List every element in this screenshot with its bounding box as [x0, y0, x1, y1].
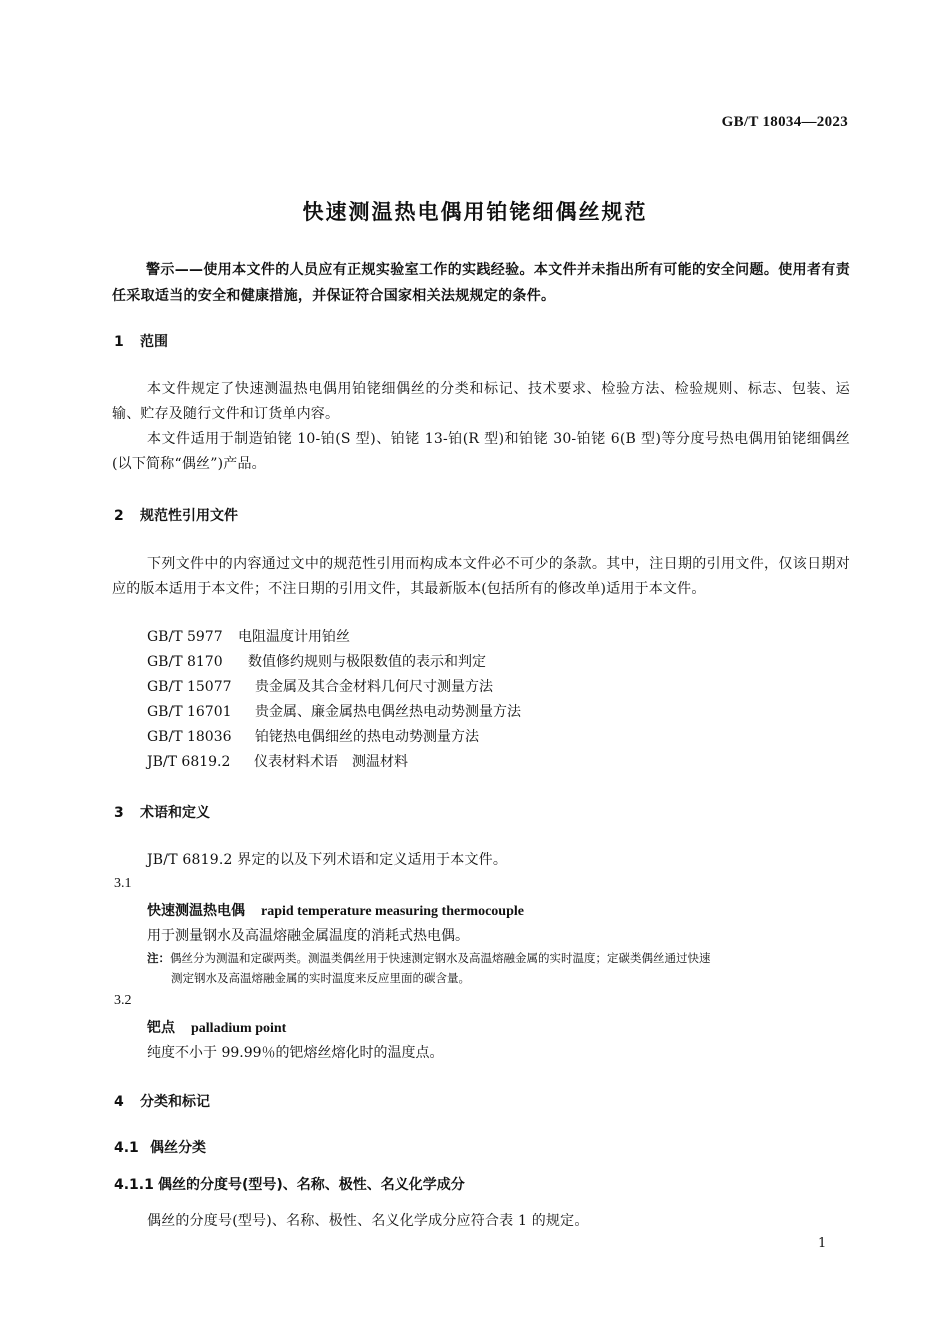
section-3-heading — [114, 802, 210, 822]
section-4-heading — [114, 1091, 210, 1111]
term-entry — [147, 900, 524, 920]
subsection-4-1-heading — [114, 1137, 206, 1157]
section-number: 4.1 — [114, 1140, 139, 1156]
section-title: 范围 — [140, 334, 168, 350]
note-text-line-1: 偶丝分为测温和定碳两类。测温类偶丝用于快速测定钢水及高温熔融金属的实时温度；定碳类偶丝通过快速 — [170, 951, 711, 965]
term-english: palladium point — [191, 1021, 287, 1036]
term-definition: 纯度不小于 99.99％的钯熔丝熔化时的温度点。 — [147, 1045, 444, 1061]
reference-code: JB/T 6819.2 — [147, 754, 231, 770]
reference-code: GB/T 18036 — [147, 729, 232, 745]
reference-code: GB/T 15077 — [147, 679, 232, 695]
subsection-4-1-1-heading — [114, 1174, 465, 1194]
term-number: 3.1 — [114, 876, 132, 891]
reference-title: 铂铑热电偶细丝的热电动势测量方法 — [255, 729, 479, 745]
section-title: 偶丝分类 — [150, 1140, 206, 1156]
section-title: 术语和定义 — [140, 805, 210, 821]
section-title: 分类和标记 — [140, 1094, 210, 1110]
reference-item — [147, 625, 350, 650]
section-title: 规范性引用文件 — [140, 508, 238, 524]
reference-title: 仪表材料术语 测温材料 — [254, 754, 408, 770]
classification-paragraph: 偶丝的分度号(型号)、名称、极性、名义化学成分应符合表 1 的规定。 — [147, 1213, 589, 1229]
term-english: rapid temperature measuring thermocouple — [261, 904, 524, 919]
section-number: 4 — [114, 1094, 124, 1110]
document-title: 快速测温热电偶用铂铑细偶丝规范 — [302, 200, 648, 224]
section-2-heading — [114, 505, 238, 525]
reference-item — [147, 750, 408, 775]
reference-item — [147, 700, 521, 725]
normative-references-intro: 下列文件中的内容通过文中的规范性引用而构成本文件必不可少的条款。其中，注日期的引用文件，仅该日期对应的版本适用于本文件；不注日期的引用文件，其最新版本(包括所有的修改单)适用于本文件。 — [112, 556, 850, 597]
scope-paragraph-2: 本文件适用于制造铂铑 10-铂(S 型)、铂铑 13-铂(R 型)和铂铑 30-铂铑 6(B 型)等分度号热电偶用铂铑细偶丝(以下简称“偶丝”)产品。 — [112, 431, 850, 472]
term-entry — [147, 1017, 286, 1037]
warning-paragraph: 警示——使用本文件的人员应有正规实验室工作的实践经验。本文件并未指出所有可能的安全问题。使用者有责任采取适当的安全和健康措施，并保证符合国家相关法规规定的条件。 — [112, 262, 850, 304]
reference-item — [147, 725, 479, 750]
reference-item — [147, 650, 486, 675]
reference-title: 贵金属、廉金属热电偶丝热电动势测量方法 — [255, 704, 521, 720]
term-note — [147, 948, 851, 988]
reference-title: 数值修约规则与极限数值的表示和判定 — [248, 654, 486, 670]
reference-code: GB/T 5977 — [147, 629, 223, 645]
reference-title: 电阻温度计用铂丝 — [238, 629, 350, 645]
terms-intro: JB/T 6819.2 界定的以及下列术语和定义适用于本文件。 — [147, 852, 508, 868]
section-1-heading — [114, 331, 168, 351]
page-number: 1 — [818, 1236, 827, 1251]
note-text-line-2: 测定钢水及高温熔融金属的实时温度来反应里面的碳含量。 — [171, 971, 470, 985]
term-definition: 用于测量钢水及高温熔融金属温度的消耗式热电偶。 — [147, 928, 469, 944]
section-number: 4.1.1 — [114, 1177, 154, 1193]
section-number: 3 — [114, 805, 124, 821]
term-number: 3.2 — [114, 993, 132, 1008]
term-chinese: 钯点 — [147, 1020, 175, 1036]
section-title: 偶丝的分度号(型号)、名称、极性、名义化学成分 — [158, 1177, 465, 1193]
scope-paragraph-1: 本文件规定了快速测温热电偶用铂铑细偶丝的分类和标记、技术要求、检验方法、检验规则、标志、包装、运输、贮存及随行文件和订货单内容。 — [112, 381, 850, 422]
section-number: 2 — [114, 508, 124, 524]
reference-item — [147, 675, 493, 700]
section-number: 1 — [114, 334, 124, 350]
term-chinese: 快速测温热电偶 — [147, 903, 245, 919]
reference-code: GB/T 16701 — [147, 704, 232, 720]
reference-code: GB/T 8170 — [147, 654, 223, 670]
reference-title: 贵金属及其合金材料几何尺寸测量方法 — [255, 679, 493, 695]
standard-code: GB/T 18034—2023 — [721, 114, 848, 130]
note-label: 注： — [147, 951, 170, 965]
